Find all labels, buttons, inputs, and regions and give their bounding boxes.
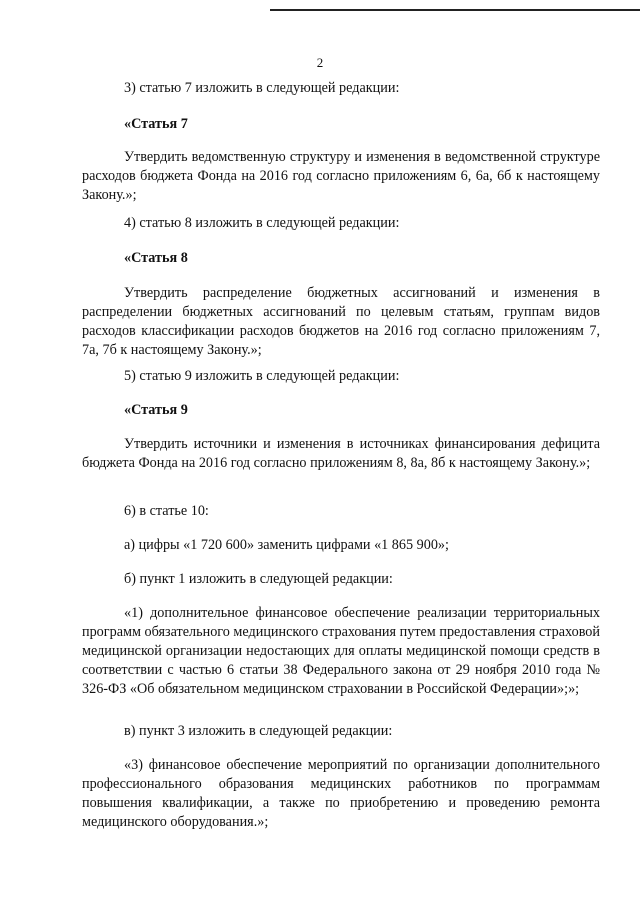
point-3-text: «3) финансовое обеспечение мероприятий по организации дополнительного профессионального образования медицинских работников по программам повышения квалификации, а также по приобретению и проведению ремонта медицинского оборудования.»; — [82, 757, 600, 830]
page-number: 2 — [316, 55, 324, 70]
paragraph-item-4: 4) статью 8 изложить в следующей редакции: — [124, 215, 400, 231]
article-7-text: Утвердить ведомственную структуру и изменения в ведомственной структуре расходов бюджета Фонда на 2016 год согласно приложениям 6, 6а, 6б к настоящему Закону.»; — [82, 149, 600, 203]
header-rule — [270, 9, 640, 11]
subitem-b: б) пункт 1 изложить в следующей редакции: — [124, 571, 393, 587]
article-9-heading: «Статья 9 — [124, 402, 188, 418]
article-7-heading: «Статья 7 — [124, 116, 188, 132]
paragraph-item-3: 3) статью 7 изложить в следующей редакции: — [124, 80, 400, 96]
paragraph-item-5: 5) статью 9 изложить в следующей редакции: — [124, 368, 400, 384]
paragraph-item-6: 6) в статье 10: — [124, 503, 209, 519]
point-1-text: «1) дополнительное финансовое обеспечение реализации территориальных программ обязательного медицинского страхования путем предоставления страховой медицинской организации недостающих для оплаты медицинской помощи средств в соответствии с частью 6 статьи 38 Федерального закона от 29 ноября 2010 года № 326-ФЗ «Об обязательном медицинском страховании в Российской Федерации»;»; — [82, 605, 600, 697]
article-8-heading: «Статья 8 — [124, 250, 188, 266]
article-9-text: Утвердить источники и изменения в источниках финансирования дефицита бюджета Фонда на 2016 год согласно приложениям 8, 8а, 8б к настоящему Закону.»; — [82, 436, 600, 471]
subitem-v: в) пункт 3 изложить в следующей редакции: — [124, 723, 393, 739]
article-8-text: Утвердить распределение бюджетных ассигнований и изменения в распределении бюджетных ассигнований по целевым статьям, группам видов расходов классификации расходов бюджетов на 2016 год согласно приложениям 7, 7а, 7б к настоящему Закону.»; — [82, 285, 600, 358]
subitem-a: а) цифры «1 720 600» заменить цифрами «1 865 900»; — [124, 537, 449, 553]
